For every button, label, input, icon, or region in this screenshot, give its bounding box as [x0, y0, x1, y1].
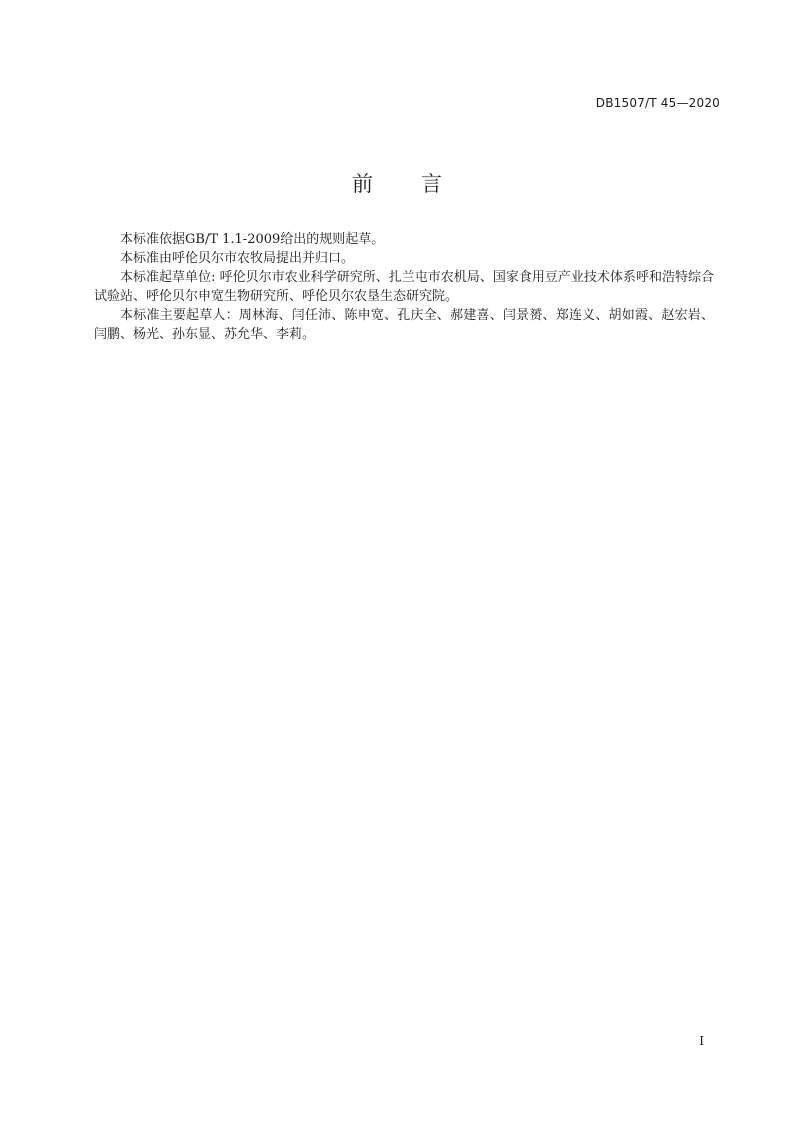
foreword-body: [94, 230, 714, 344]
page-title: 前言: [352, 172, 490, 196]
document-code: DB1507/T 45—2020: [595, 96, 720, 110]
paragraph-drafting-rules: 本标准依据GB/T 1.1-2009给出的规则起草。: [120, 232, 385, 247]
paragraph-drafting-units: 本标准起草单位: 呼伦贝尔市农业科学研究所、扎兰屯市农机局、国家食用豆产业技术体系呼和浩特综合试验站、呼伦贝尔申宽生物研究所、呼伦贝尔农垦生态研究院。: [94, 270, 714, 304]
paragraph-proposer: 本标准由呼伦贝尔市农牧局提出并归口。: [120, 251, 355, 266]
paragraph-drafters: 本标准主要起草人：周林海、闫任沛、陈申宽、孔庆全、郝建喜、闫景赟、郑连义、胡如霞、赵宏岩、闫鹏、杨光、孙东显、苏允华、李莉。: [94, 308, 714, 342]
page-number: I: [699, 1034, 704, 1048]
